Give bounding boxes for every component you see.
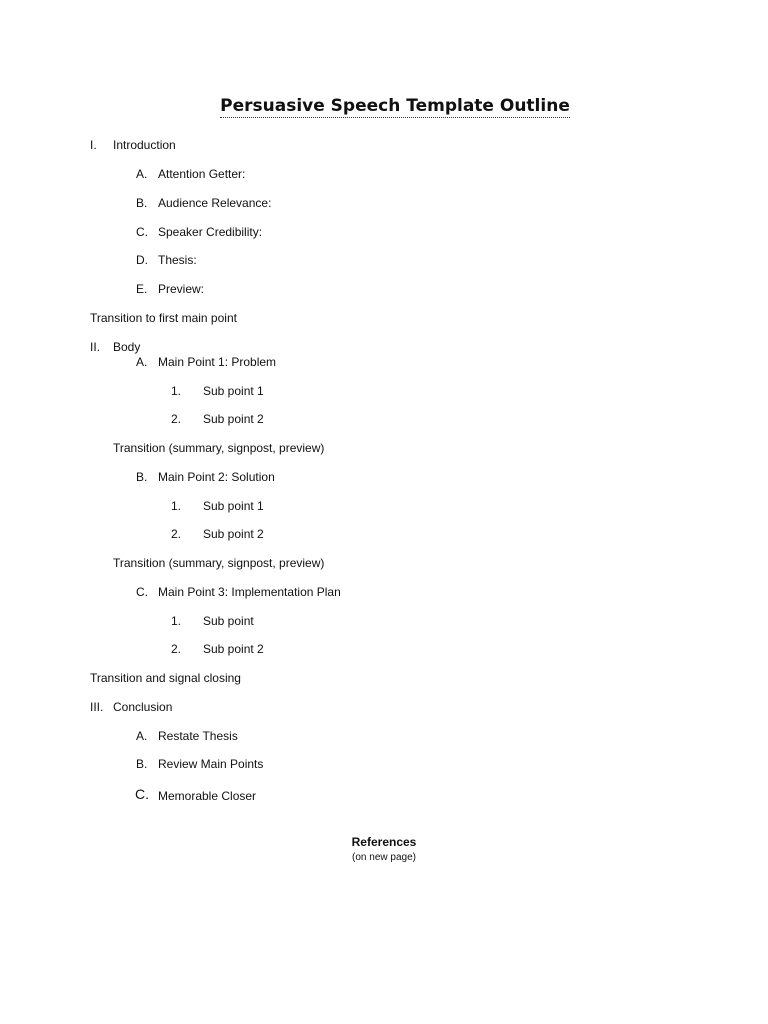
outline-subnumber: 2. <box>171 642 182 656</box>
section-heading-conclusion: Conclusion <box>113 700 173 714</box>
outline-item: Memorable Closer <box>158 789 257 803</box>
transition-text: Transition (summary, signpost, preview) <box>113 441 325 455</box>
sub-point: Sub point 2 <box>203 412 264 426</box>
outline-letter: B. <box>136 196 148 210</box>
sub-point: Sub point 1 <box>203 384 264 398</box>
outline-letter: C. <box>136 585 148 599</box>
outline-item: Speaker Credibility: <box>158 225 263 239</box>
main-point: Main Point 1: Problem <box>158 355 277 369</box>
references-heading: References <box>351 835 417 849</box>
document-title: Persuasive Speech Template Outline <box>220 96 570 116</box>
outline-letter: E. <box>136 282 148 296</box>
outline-number: I. <box>90 138 97 152</box>
outline-letter: C. <box>135 786 149 802</box>
outline-letter: C. <box>136 225 148 239</box>
transition-text: Transition and signal closing <box>90 671 241 685</box>
sub-point: Sub point 2 <box>203 527 264 541</box>
outline-item: Attention Getter: <box>158 167 246 181</box>
sub-point: Sub point <box>203 614 254 628</box>
outline-letter: B. <box>136 757 148 771</box>
outline-item: Thesis: <box>158 253 197 267</box>
outline-letter: D. <box>136 253 148 267</box>
outline-subnumber: 2. <box>171 412 182 426</box>
outline-item: Audience Relevance: <box>158 196 272 210</box>
sub-point: Sub point 1 <box>203 499 264 513</box>
outline-subnumber: 2. <box>171 527 182 541</box>
transition-text: Transition to first main point <box>90 311 237 325</box>
outline-letter: A. <box>136 729 148 743</box>
references-subtitle: (on new page) <box>352 852 416 863</box>
outline-subnumber: 1. <box>171 614 182 628</box>
outline-item: Restate Thesis <box>158 729 238 743</box>
outline-letter: B. <box>136 470 148 484</box>
section-heading-body: Body <box>113 340 141 354</box>
outline-letter: A. <box>136 167 148 181</box>
outline-subnumber: 1. <box>171 384 182 398</box>
outline-letter: A. <box>136 355 148 369</box>
outline-number: III. <box>90 700 104 714</box>
outline-subnumber: 1. <box>171 499 182 513</box>
outline-number: II. <box>90 340 101 354</box>
sub-point: Sub point 2 <box>203 642 264 656</box>
section-heading-introduction: Introduction <box>113 138 176 152</box>
main-point: Main Point 2: Solution <box>158 470 275 484</box>
outline-item: Preview: <box>158 282 205 296</box>
outline-item: Review Main Points <box>158 757 264 771</box>
transition-text: Transition (summary, signpost, preview) <box>113 556 325 570</box>
main-point: Main Point 3: Implementation Plan <box>158 585 341 599</box>
